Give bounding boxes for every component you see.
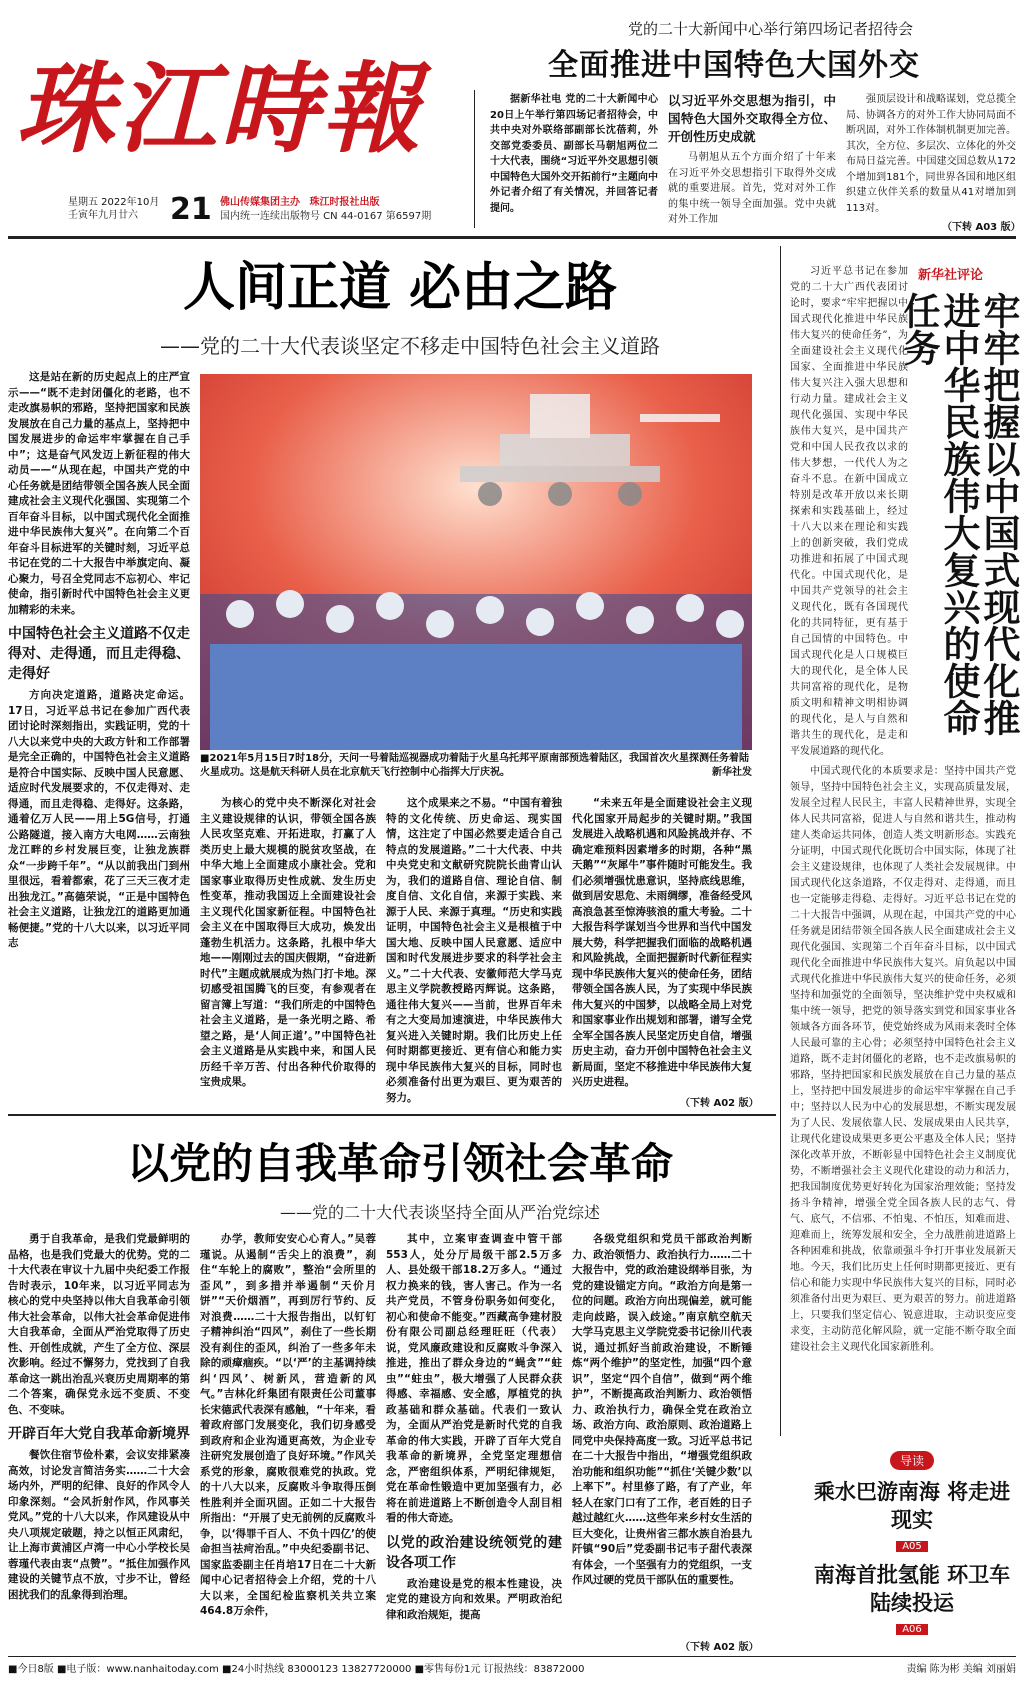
photo-caption: ■2021年5月15日7时18分，天问一号着陆巡视器成功着陆于火星乌托邦平原南部预选着陆区，我国首次火星探测任务着陆火星成功。这是航天科研人员在北京航天飞行控制中心指挥大厅庆祝。 新华社发 [200, 753, 752, 778]
sidebar-divider [780, 246, 781, 1436]
lead-col1-subhead: 中国特色社会主义道路不仅走得对、走得通，而且走得稳、走得好 [8, 626, 190, 682]
guide-item-2-page[interactable]: A06 [896, 1624, 928, 1635]
mars-landing-photo [200, 374, 752, 750]
top-story-subhead: 以习近平外交思想为指引，中国特色大国外交取得全方位、开创性历史成就 [668, 93, 836, 144]
top-rule [8, 236, 1016, 239]
issn-line: 国内统一连续出版物号 CN 44-0167 第6597期 [220, 211, 432, 222]
guide-item-1-page[interactable]: A05 [896, 1541, 928, 1552]
sidebar-col-b: 中国式现代化的本质要求是：坚持中国共产党领导，坚持中国特色社会主义，实现高质量发展，发展全过程人民民主，丰富人民精神世界，实现全体人民共同富裕，促进人与自然和谐共生，推动构建人类命运共同体，创造人类文明新形态。实践充分证明，中国式现代化既切合中国实际，体现了社会主义建设规律，也体现了人类社会发展规律。中国式现代化这条道路，不仅走得对、走得通，而且也一定能够走得稳、走得好。习近平总书记在党的二十大报告中强调，从现在起，中国共产党的中心任务就是团结带领全国各族人民全面建成社会主义现代化强国、实现第二个百年奋斗目标，以中国式现代化全面推进中华民族伟大复兴。肩负起以中国式现代化推进中华民族伟大复兴的使命任务，必须坚持和加强党的全面领导，坚决维护党中央权威和集中统一领导，把党的领导落实到党和国家事业各领域各方面各环节，使党始终成为风雨来袭时全体人民最可靠的主心骨；必须坚持中国特色社会主义道路，既不走封闭僵化的老路，也不走改旗易帜的邪路，坚持把国家和民族发展放在自己力量的基点上，坚持把中国发展进步的命运牢牢掌握在自己手中；坚持以人民为中心的发展思想，不断实现发展为了人民、发展依靠人民、发展成果由人民共享，让现代化建设成果更多更公平惠及全体人民；坚持深化改革开放，不断彰显中国特色社会主义制度优势，不断增强社会主义现代化建设的动力和活力，把我国制度优势更好转化为国家治理效能；坚持发扬斗争精神，增强全党全国各族人民的志气、骨气、底气，不信邪、不怕鬼、不怕压，知难而进、迎难而上，统筹发展和安全，全力战胜前进道路上各种困难和挑战，依靠顽强斗争打开事业发展新天地。今天，我们比历史上任何时期都更接近、更有信心和能力实现中华民族伟大复兴的目标，同时必须准备付出更为艰巨、更为艰苦的努力。前进道路上，只要我们坚定信心、锐意进取，主动识变应变求变，主动防范化解风险，就一定能不断夺取全面建设社会主义现代化国家新胜利。 [790, 766, 1016, 1353]
lead-col3: 这个成果来之不易。“中国有着独特的文化传统、历史命运、现实国情，这注定了中国必然要走适合自己特点的发展道路。”二十大代表、中共中央党史和文献研究院院长曲青山认为，我们的道路自信、理论自信、制度自信、文化自信，来源于实践、来源于人民、来源于真理。“历史和实践证明，中国特色社会主义是根植于中国大地、反映中国人民意愿、适应中国和时代发展进步要求的科学社会主义。”二十大代表、安徽师范大学马克思主义学院教授路丙辉说。这条路，通往伟大复兴——当前，世界百年未有之大变局加速演进，中华民族伟大复兴进入关键时期。我们比历史上任何时期都更接近、更有信心和能力实现中华民族伟大复兴的目标，同时也必须准备付出更为艰巨、更为艰苦的努力。 [386, 797, 562, 1104]
date-gregorian: 星期五 2022年10月 [68, 197, 160, 208]
guide-item-2[interactable]: 南海首批氢能 环卫车陆续投运 [813, 1563, 1011, 1615]
org-publisher: 珠江时报社出版 [309, 197, 380, 208]
second-col2: 办学，教师安安心心育人。”吴蓉瑾说。从遏制“舌尖上的浪费”，刹住“车轮上的腐败”，整治“会所里的歪风”，到多措并举遏制“天价月饼”“天价烟酒”，再到厉行节约、反对浪费……二十大报告指出，以钉钉子精神纠治“四风”，刹住了一些长期没有刹住的歪风，纠治了一些多年未除的顽瘴痼疾。“以‘严’的主基调持续纠‘四风’、树新风，营造新的风气。”吉林化纤集团有限责任公司董事长宋德武代表深有感触，“十年来，看着政府部门发展变化，我们切身感受到政府和企业沟通更高效，为企业专注研究发展创造了良好环境。”作风关系党的形象，腐败很难党的执政。党的十八大以来，反腐败斗争取得压倒性胜利并全面巩固。正如二十大报告所指出：“开展了史无前例的反腐败斗争，以‘得罪千百人、不负十四亿’的使命担当祛疴治乱。”中央纪委副书记、国家监委副主任肖培17日在二十大新闻中心记者招待会上介绍，党的十八大以来，全国纪检监察机关共立案464.8万余件， [200, 1233, 376, 1617]
second-headline: 以党的自我革命引领社会革命 [126, 1139, 673, 1188]
second-col3-subhead: 以党的政治建设统领党的建设各项工作 [386, 1534, 562, 1571]
sidebar-label: 新华社评论 [918, 268, 984, 283]
footer-info: ■今日8版 ■电子版：www.nanhaitoday.com ■24小时热线 83000123 13827720000 ■零售每份1元 订报热线：83872000 [8, 1664, 585, 1675]
footer-rule [8, 1656, 1016, 1657]
issue-date [68, 196, 159, 222]
top-story-jump[interactable]: （下转 A03 版） [942, 222, 1021, 233]
date-lunar: 壬寅年九月廿六 [68, 210, 138, 221]
guide-badge: 导读 [890, 1451, 934, 1470]
second-jump[interactable]: （下转 A02 版） [680, 1642, 759, 1653]
lead-col1: 这是站在新的历史起点上的庄严宣示——“既不走封闭僵化的老路，也不走改旗易帜的邪路，坚持把国家和民族发展放在自己力量的基点上，坚持把中国发展进步的命运牢牢掌握在自己手中”；这是奋气风发迈上新征程的伟大动员——“从现在起，中国共产党的中心任务就是团结带领全国各族人民全面建成社会主义现代化强国、实现第二个百年奋斗目标，以中国式现代化全面推进中华民族伟大复兴”。在向第二个百年奋斗目标进军的关键时刻，习近平总书记在党的二十大报告中举旗定向、凝心聚力，号召全党同志不忘初心、牢记使命，指引新时代中国特色社会主义更加精彩的未来。 中国特色社会主义道路不仅走得对、走得通，而且走得稳、走得好 方向决定道路，道路决定命运。17日，习近平总书记在参加广西代表团讨论时深刻指出，实践证明，党的十八大以来党中央的大政方针和工作部署是完全正确的，中国特色社会主义道路是符合中国实际、反映中国人民意愿、适应时代发展要求的，不仅走得对、走得通，而且走得稳、走得好。这条路，通着亿万人民——用上5G信号，打通公路隧道，接入南方大电网……云南独龙江畔的乡村发展巨变，让独龙族群众“一步跨千年”。“从以前我出门到州里很远，看着都索，花了三天三夜才走出独龙江。”高德荣说，“正是中国特色社会主义道路，让独龙江的道路更加通畅便捷。”党的十八大以来，以习近平同志 [8, 371, 190, 949]
top-story-col2: 以习近平外交思想为指引，中国特色大国外交取得全方位、开创性历史成就 马朝旭从五个方面介绍了十年来在习近平外交思想指引下取得外交成就的重要进展。首先，党对对外工作的集中统一领导全面加强。党中央就对外工作加 [668, 93, 836, 225]
masthead-logo: 珠江時報 [16, 52, 425, 167]
org-host: 佛山传媒集团主办 [220, 197, 300, 208]
second-col3: 其中，立案审查调查中管干部553人，处分厅局级干部2.5万多人、县处级干部18.2万多人。“通过权力换来的钱，害人害己。作为一名共产党员，不管身份职务如何变化，初心和使命不能变。”西藏高争建材股份有限公司副总经理旺旺（代表）说，党风廉政建设和反腐败斗争深入推进，推出了群众身边的“蝇贪”“蛀虫”“蛀虫”，极大增强了人民群众获得感、幸福感、安全感，厚植党的执政基础和群众基础。代表们一致认为，全面从严治党是新时代党的自我革命的伟大实践，开辟了百年大党自我革命的新境界，全党坚定理想信念，严密组织体系，严明纪律规矩，党在革命性锻造中更加坚强有力，必将在前进道路上不断创造令人刮目相看的伟大奇迹。 以党的政治建设统领党的建设各项工作 政治建设是党的根本性建设，决定党的建设方向和效果。严明政治纪律和政治规矩，提高 [386, 1233, 562, 1621]
top-story-headline: 全面推进中国特色大国外交 [548, 48, 920, 83]
footer [8, 1660, 1016, 1675]
lead-col4: “未来五年是全面建设社会主义现代化国家开局起步的关键时期。”我国发展进入战略机遇和风险挑战并存、不确定难预料因素增多的时期，各种“黑天鹅”“灰犀牛”事件随时可能发生。我们必须增强忧患意识，坚持底线思维，做到居安思危、未雨绸缪，准备经受风高浪急甚至惊涛骇浪的重大考验。二十大报告科学谋划当今世界和当代中国发展大势，科学把握我们面临的战略机遇和风险挑战，全面把握新时代新征程实现中华民族伟大复兴的使命任务，团结带领全国各族人民，为了实现中华民族伟大复兴的中国梦，以战略全局上对党和国家事业作出规划和部署，谱写全党全军全国各族人民坚定历史自信，增强历史主动，奋力开创中国特色社会主义新局面，坚定不移推进中华民族伟大复兴历史进程。 [572, 797, 752, 1088]
sidebar-headline: 牢牢把握以中国式现代化推进中华民族伟大复兴的使命任务 [897, 292, 1020, 736]
second-subhead: ——党的二十大代表谈坚持全面从严治党综述 [279, 1203, 600, 1222]
second-col1: 勇于自我革命，是我们党最鲜明的品格，也是我们党最大的优势。党的二十大代表在审议十九届中央纪委工作报告时表示，10年来，以习近平同志为核心的党中央坚持以伟大自我革命引领伟大社会革命，以伟大社会革命促进伟大自我革命，全面从严治党取得了历史性、开创性成就，产生了全方位、深层次影响。经过不懈努力，党找到了自我革命这一跳出治乱兴衰历史周期率的第二个答案，确保党永远不变质、不变色、不变味。 开辟百年大党自我革命新境界 餐饮住宿节俭朴素，会议安排紧凑高效，讨论发言简洁务实……二十大会场内外，严明的纪律、良好的作风令人印象深刻。“会风折射作风，作风事关党风。”党的十八大以来，作风建设从中央八项规定破题，持之以恒正风肃纪，让上海市黄浦区卢湾一中心小学校长吴蓉瑾代表由衷“点赞”。“抵住加强作风建设的关键节点不放，寸步不让，曾经困扰我们的乱象得到治理。 [8, 1233, 190, 1601]
photo-credit: 新华社发 [712, 767, 752, 778]
lead-subhead: ——党的二十大代表谈坚定不移走中国特色社会主义道路 [160, 334, 660, 358]
second-col1-subhead: 开辟百年大党自我革命新境界 [8, 1426, 190, 1442]
guide-box [806, 1450, 1018, 1636]
lead-headline: 人间正道 必由之路 [182, 258, 618, 318]
guide-item-1[interactable]: 乘水巴游南海 将走进现实 [813, 1480, 1011, 1532]
lead-col2: 为核心的党中央不断深化对社会主义建设规律的认识，带领全国各族人民攻坚克难、开拓进取，打赢了人类历史上最大规模的脱贫攻坚战，在中华大地上全面建成小康社会。党和国家事业取得历史性成就、发生历史性变革，推动我国迈上全面建设社会主义现代化国家新征程。中国特色社会主义在中国取得巨大成功，焕发出蓬勃生机活力。这条路，扎根中华大地——刚刚过去的国庆假期，“奋进新时代”主题成就展成为热门打卡地。深切感受祖国腾飞的巨变，有参观者在留言簿上写道：“我们所走的中国特色社会主义道路，是一条光明之路、希望之路，是‘人间正道’。”中国特色社会主义道路是从实践中来，和国人民历经千辛万苦、付出各种代价取得的宝贵成果。 [200, 797, 376, 1088]
publisher-info [220, 196, 431, 224]
top-story-kicker: 党的二十大新闻中心举行第四场记者招待会 [628, 20, 914, 38]
top-story-col3: 强顶层设计和战略谋划，党总揽全局、协调各方的对外工作大协同局面不断巩固，对外工作体制机制更加完善。其次，全方位、多层次、立体化的外交布局日益完善。中国建交国总数从172个增加到181个，同世界各国和地区组织建立伙伴关系的数量从41对增加到113对。 [846, 94, 1016, 214]
footer-credits: 责编 陈为彬 美编 刘丽娟 [906, 1664, 1016, 1675]
sidebar-col-a: 习近平总书记在参加党的二十大广西代表团讨论时，要求“牢牢把握以中国式现代化推进中华民族伟大复兴的使命任务”，为全面建设社会主义现代化国家、全面推进中华民族伟大复兴注入强大思想和行动力量。建成社会主义现代化强国、实现中华民族伟大复兴，是中国共产党和中国人民孜孜以求的伟大梦想，一代代人为之奋斗不息。在新中国成立特别是改革开放以来长期探索和实践基础上，经过十八大以来在理论和实践上的创新突破，我们党成功推进和拓展了中国式现代化。中国式现代化，是中国共产党领导的社会主义现代化，既有各国现代化的共同特征，更有基于自己国情的中国特色。中国式现代化是人口规模巨大的现代化，是全体人民共同富裕的现代化，是物质文明和精神文明相协调的现代化，是人与自然和谐共生的现代化，是走和平发展道路的现代化。 [790, 266, 908, 757]
second-col4: 各级党组织和党员干部政治判断力、政治领悟力、政治执行力……二十大报告中，党的政治建设纲举目张，为党的建设锚定方向。“政治方向是第一位的问题。政治方向出现偏差，就可能走向歧路，误入歧途。”南京航空航天大学马克思主义学院党委书记徐川代表说，通过抓好当前政治建设，不断锤炼“两个维护”的坚定性，加强“四个意识”，坚定“四个自信”，做到“两个维护”，不断提高政治判断力、政治领悟力、政治执行力，确保全党在政治立场、政治方向、政治原则、政治道路上同党中央保持高度一致。习近平总书记在二十大报告中指出，“增强党组织政治功能和组织功能”“抓住‘关键少数’以上率下”。村里修了路，有了产业，年轻人在家门口有了工作，老百姓的日子越过越红火……这些年来乡村女生活的巨大变化，让贵州省三都水族自治县九阡镇“90后”党委副书记韦子甜代表深有体会，一个坚强有力的党组织，一支作风过硬的党员干部队伍的重要性。 [572, 1233, 752, 1586]
mid-rule [8, 1114, 776, 1116]
top-story-col1: 据新华社电 党的二十大新闻中心20日上午举行第四场记者招待会，中共中央对外联络部副部长沈蓓莉，外交部党委委员、副部长马朝旭两位二十大代表，围绕“习近平外交思想引领中国特色大国外交开拓前行”主题向中外记者介绍了有关情况，并回答记者提问。 [490, 94, 658, 214]
lead-jump[interactable]: （下转 A02 版） [680, 1098, 759, 1109]
issue-day: 21 [170, 192, 212, 227]
masthead-divider [474, 90, 475, 228]
